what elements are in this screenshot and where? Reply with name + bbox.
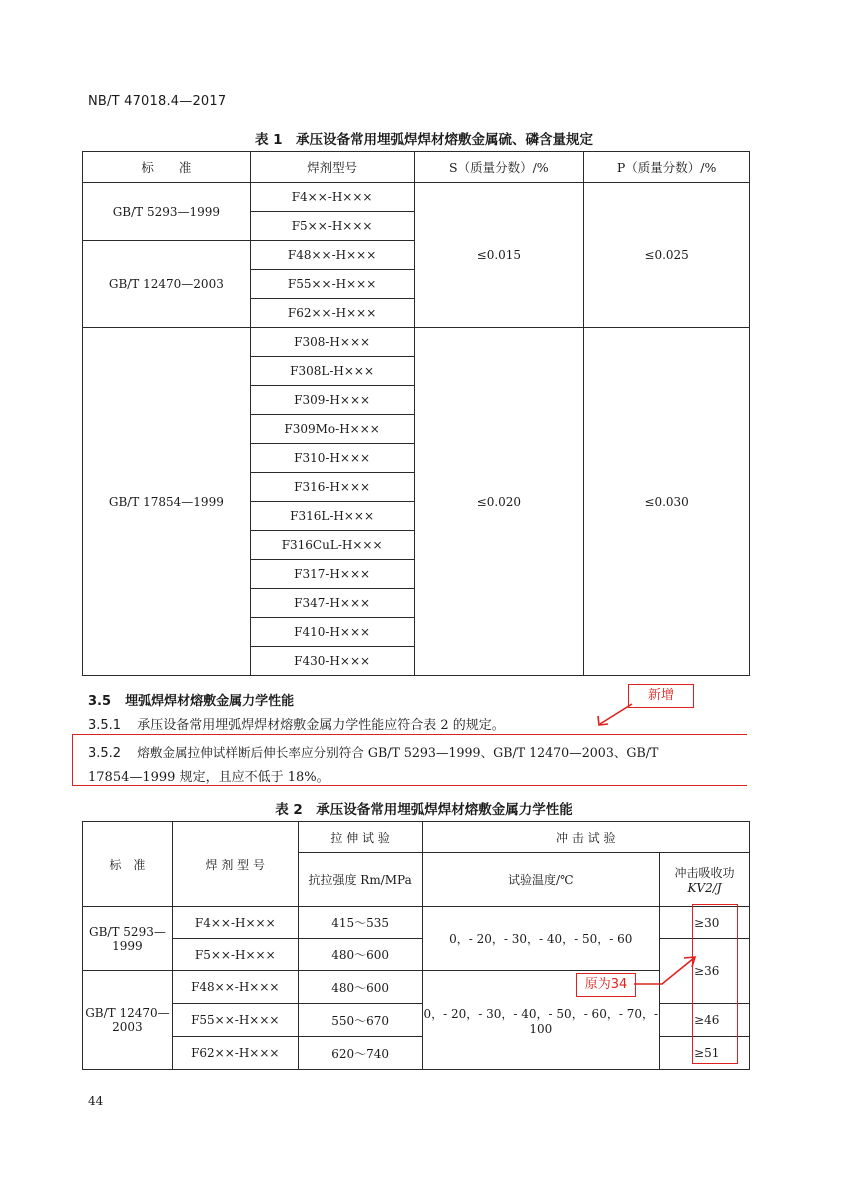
table1-flux-cell: F309-H×××: [250, 386, 414, 415]
table1-flux-cell: F5××-H×××: [250, 212, 414, 241]
table2-standard-line2: 2003: [112, 1020, 143, 1034]
table-row: [83, 328, 750, 357]
table2-header-energy-line2: KV2/J: [687, 881, 722, 895]
table1-flux-cell: F55××-H×××: [250, 270, 414, 299]
table2-standard-line2: 1999: [112, 938, 143, 953]
document-code: NB/T 47018.4—2017: [88, 94, 227, 109]
table2-standard-cell: [83, 971, 173, 1070]
table2-header-tensile: 拉 伸 试 验: [298, 822, 422, 853]
table2-energy-cell: ≥36: [660, 939, 750, 1004]
paragraph-3-5-2-line1: [88, 742, 658, 761]
page-number: 44: [88, 1094, 104, 1108]
table1-flux-cell: F316CuL-H×××: [250, 531, 414, 560]
table2-strength-cell: 480～600: [298, 939, 422, 971]
paragraph-text: 熔敷金属拉伸试样断后伸长率应分别符合 GB/T 5293—1999、GB/T 12470—2003、GB/T: [137, 745, 659, 760]
table2-strength-cell: 415～535: [298, 907, 422, 939]
table2-header-energy-line1: 冲击吸收功: [674, 866, 735, 880]
section-heading-number: 3.5: [88, 694, 112, 709]
paragraph-text: 承压设备常用埋弧焊焊材熔敷金属力学性能应符合表 2 的规定。: [137, 718, 505, 733]
table1: [82, 151, 750, 676]
table1-flux-cell: F309Mo-H×××: [250, 415, 414, 444]
table2-caption: 表 2 承压设备常用埋弧焊焊材熔敷金属力学性能: [275, 802, 573, 818]
table2-standard-line1: GB/T 5293—: [89, 924, 166, 939]
table1-standard-cell: GB/T 12470—2003: [83, 241, 251, 328]
table2-header-temp: 试验温度/℃: [422, 853, 660, 907]
table1-caption: 表 1 承压设备常用埋弧焊焊材熔敷金属硫、磷含量规定: [254, 132, 594, 148]
table2: [82, 821, 750, 1070]
paragraph-number: 3.5.2: [88, 746, 122, 761]
table1-s-cell: ≤0.020: [414, 328, 584, 676]
table1-flux-cell: F4××-H×××: [250, 183, 414, 212]
table1-s-cell: ≤0.015: [414, 183, 584, 328]
table2-header-standard: 标 准: [83, 822, 173, 907]
table2-temp-cell: 0，- 20，- 30，- 40，- 50，- 60: [422, 907, 660, 971]
section-heading: [88, 690, 294, 709]
table2-standard-cell: [83, 907, 173, 971]
annotation-original-label: 原为34: [576, 973, 636, 997]
table1-flux-cell: F430-H×××: [250, 647, 414, 676]
table1-standard-cell: GB/T 17854—1999: [83, 328, 251, 676]
section-heading-text: 埋弧焊焊材熔敷金属力学性能: [125, 694, 295, 709]
table2-energy-cell: ≥46: [660, 1004, 750, 1037]
table1-flux-cell: F48××-H×××: [250, 241, 414, 270]
table1-flux-cell: F308L-H×××: [250, 357, 414, 386]
table2-header-flux: 焊 剂 型 号: [172, 822, 298, 907]
table1-header-p: P（质量分数）/%: [584, 152, 750, 183]
table-row: [83, 907, 750, 939]
table1-flux-cell: F316-H×××: [250, 473, 414, 502]
table1-flux-cell: F347-H×××: [250, 589, 414, 618]
table2-header-energy: [660, 853, 750, 907]
table1-flux-cell: F410-H×××: [250, 618, 414, 647]
table2-standard-line1: GB/T 12470—: [85, 1006, 170, 1020]
table2-strength-cell: 550～670: [298, 1004, 422, 1037]
table2-flux-cell: F62××-H×××: [172, 1037, 298, 1070]
table1-p-cell: ≤0.030: [584, 328, 750, 676]
table1-flux-cell: F317-H×××: [250, 560, 414, 589]
annotation-new-label: 新增: [628, 684, 694, 708]
paragraph-3-5-1: [88, 714, 505, 733]
table1-standard-cell: GB/T 5293—1999: [83, 183, 251, 241]
table2-energy-cell: ≥30: [660, 907, 750, 939]
table2-flux-cell: F55××-H×××: [172, 1004, 298, 1037]
table1-flux-cell: F308-H×××: [250, 328, 414, 357]
table2-flux-cell: F4××-H×××: [172, 907, 298, 939]
table1-flux-cell: F316L-H×××: [250, 502, 414, 531]
table1-header-flux: 焊剂型号: [250, 152, 414, 183]
table-row: [83, 183, 750, 212]
table1-header-row: [83, 152, 750, 183]
table1-header-s: S（质量分数）/%: [414, 152, 584, 183]
table1-flux-cell: F62××-H×××: [250, 299, 414, 328]
table2-strength-cell: 620～740: [298, 1037, 422, 1070]
table2-flux-cell: F5××-H×××: [172, 939, 298, 971]
table2-temp-cell: 0，- 20，- 30，- 40，- 50，- 60，- 70，- 100: [422, 971, 660, 1070]
annotation-arrow-icon: [634, 952, 704, 988]
table2-flux-cell: F48××-H×××: [172, 971, 298, 1004]
table2-header-strength: 抗拉强度 Rm/MPa: [298, 853, 422, 907]
table2-header-row: [83, 822, 750, 853]
paragraph-3-5-2-line2: 17854—1999 规定，且应不低于 18%。: [88, 770, 330, 785]
table2-strength-cell: 480～600: [298, 971, 422, 1004]
table1-header-standard: 标 准: [83, 152, 251, 183]
table1-flux-cell: F310-H×××: [250, 444, 414, 473]
table2-header-impact: 冲 击 试 验: [422, 822, 749, 853]
table1-p-cell: ≤0.025: [584, 183, 750, 328]
table2-energy-cell: ≥51: [660, 1037, 750, 1070]
paragraph-number: 3.5.1: [88, 718, 122, 733]
annotation-arrow-icon: [594, 702, 638, 730]
